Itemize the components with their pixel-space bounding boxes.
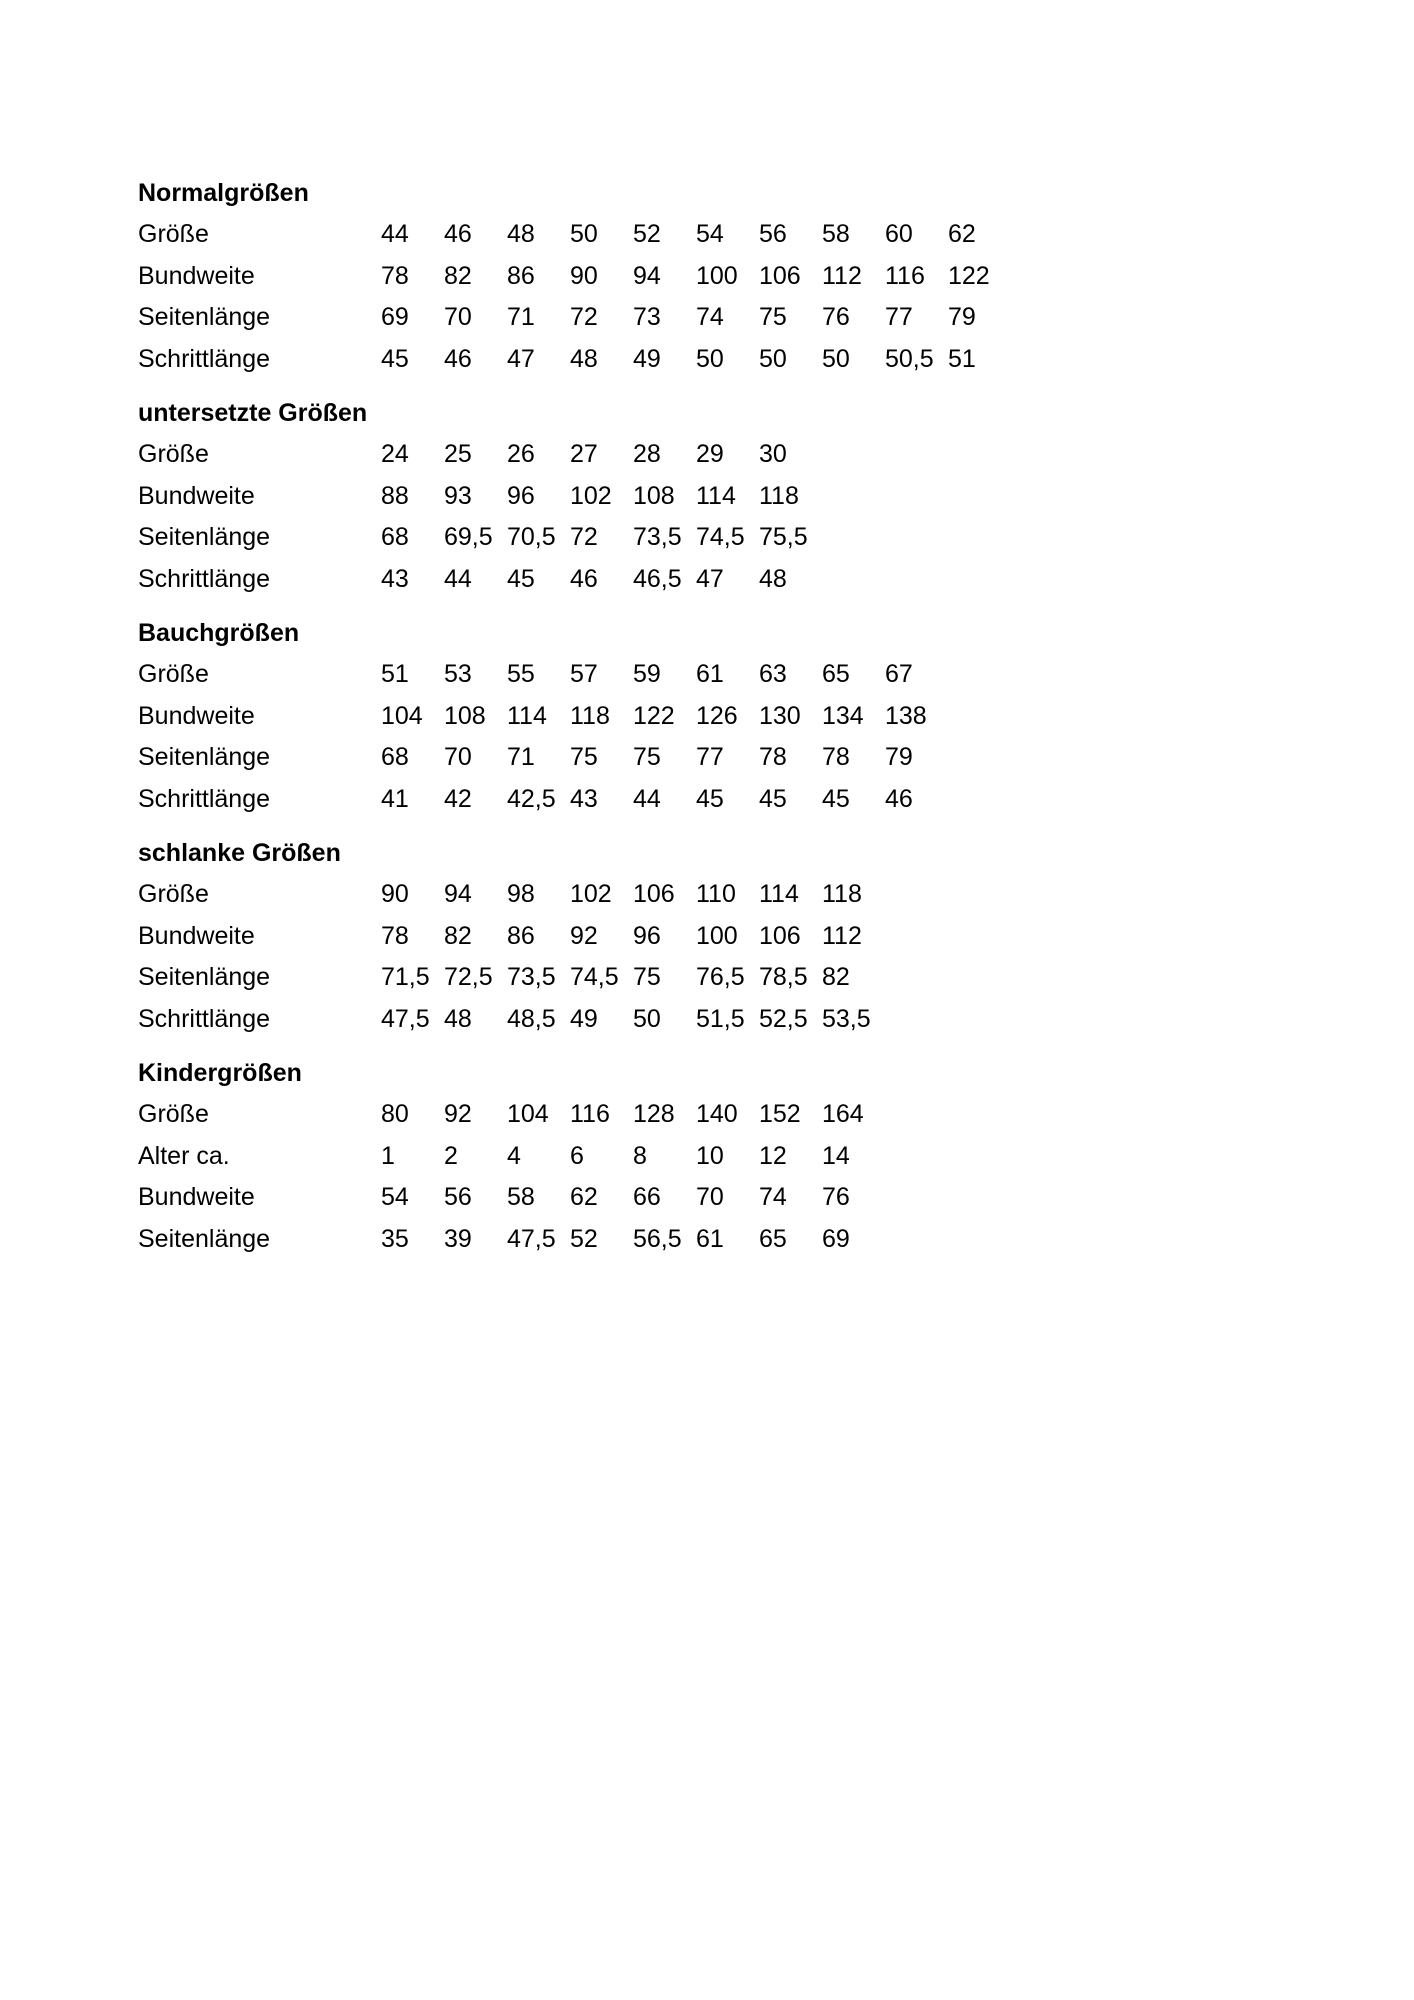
table-cell: 65 <box>822 660 850 688</box>
table-cell: 50,5 <box>885 344 934 373</box>
table-cell: 114 <box>696 481 736 510</box>
table-cell: 25 <box>444 440 472 468</box>
table-cell: 94 <box>633 261 661 290</box>
table-cell: 42,5 <box>507 784 556 813</box>
table-cell: 47 <box>507 344 535 373</box>
size-chart-document <box>138 172 1288 1260</box>
table-cell: 74,5 <box>570 963 619 991</box>
table-cell: 100 <box>696 261 738 290</box>
table-cell: 69 <box>822 1224 850 1253</box>
table-cell: 28 <box>633 440 661 468</box>
table-cell: 55 <box>507 660 535 688</box>
table-cell: 52,5 <box>759 1004 808 1033</box>
table-cell: 138 <box>885 701 927 730</box>
table-cell: 93 <box>444 481 472 510</box>
table-cell: 72,5 <box>444 963 493 991</box>
size-section <box>138 172 1288 380</box>
table-cell: 63 <box>759 660 787 688</box>
table-cell: 75 <box>759 303 787 331</box>
table-cell: 51,5 <box>696 1004 745 1033</box>
table-cell: 118 <box>570 701 610 730</box>
section-title: Bauchgrößen <box>138 619 300 647</box>
table-cell: 79 <box>948 303 976 331</box>
table-cell: 72 <box>570 303 598 331</box>
table-cell: 57 <box>570 660 598 688</box>
table-cell: 82 <box>444 261 472 290</box>
table-cell: 56,5 <box>633 1224 682 1253</box>
table-cell: 50 <box>570 220 598 248</box>
table-row <box>138 1219 1288 1261</box>
table-cell: 92 <box>444 1100 472 1128</box>
table-cell: 61 <box>696 1224 724 1253</box>
table-cell: 114 <box>759 880 799 908</box>
table-cell: 73 <box>633 303 661 331</box>
table-cell: 112 <box>822 261 862 290</box>
row-label: Seitenlänge <box>138 1224 271 1253</box>
table-cell: 48 <box>759 564 787 593</box>
table-cell: 48,5 <box>507 1004 556 1033</box>
table-cell: 53 <box>444 660 472 688</box>
table-cell: 54 <box>696 220 724 248</box>
table-cell: 78,5 <box>759 963 808 991</box>
table-row <box>138 999 1288 1041</box>
table-cell: 10 <box>696 1141 724 1170</box>
table-cell: 88 <box>381 481 409 510</box>
table-cell: 112 <box>822 921 862 950</box>
table-cell: 76 <box>822 303 850 331</box>
row-label: Seitenlänge <box>138 963 271 991</box>
table-cell: 106 <box>633 880 675 908</box>
table-cell: 39 <box>444 1224 472 1253</box>
table-cell: 73,5 <box>507 963 556 991</box>
table-cell: 46 <box>444 344 472 373</box>
table-row <box>138 517 1288 559</box>
table-cell: 140 <box>696 1100 738 1128</box>
row-label: Bundweite <box>138 261 255 290</box>
table-cell: 128 <box>633 1100 675 1128</box>
table-cell: 118 <box>822 880 862 908</box>
table-cell: 29 <box>696 440 724 468</box>
row-label: Größe <box>138 220 209 248</box>
table-cell: 67 <box>885 660 913 688</box>
table-cell: 102 <box>570 880 612 908</box>
table-row <box>138 434 1288 476</box>
row-label: Größe <box>138 440 209 468</box>
row-label: Schrittlänge <box>138 784 271 813</box>
table-cell: 122 <box>633 701 675 730</box>
table-cell: 130 <box>759 701 801 730</box>
table-cell: 126 <box>696 701 738 730</box>
table-cell: 69 <box>381 303 409 331</box>
table-cell: 108 <box>633 481 675 510</box>
table-cell: 104 <box>381 701 423 730</box>
table-row <box>138 957 1288 999</box>
table-cell: 50 <box>696 344 724 373</box>
section-title: schlanke Größen <box>138 839 341 867</box>
table-cell: 60 <box>885 220 913 248</box>
table-row <box>138 1136 1288 1178</box>
table-cell: 75,5 <box>759 523 808 551</box>
table-row <box>138 297 1288 339</box>
row-label: Alter ca. <box>138 1141 230 1170</box>
table-cell: 71,5 <box>381 963 430 991</box>
section-title: untersetzte Größen <box>138 399 368 427</box>
table-cell: 2 <box>444 1141 458 1170</box>
table-row <box>138 476 1288 518</box>
table-cell: 96 <box>507 481 535 510</box>
size-section <box>138 392 1288 600</box>
table-cell: 45 <box>381 344 409 373</box>
table-cell: 78 <box>381 261 409 290</box>
table-cell: 90 <box>570 261 598 290</box>
table-cell: 50 <box>633 1004 661 1033</box>
table-cell: 12 <box>759 1141 787 1170</box>
table-cell: 152 <box>759 1100 801 1128</box>
table-cell: 68 <box>381 523 409 551</box>
table-cell: 116 <box>570 1100 610 1128</box>
table-cell: 86 <box>507 261 535 290</box>
table-cell: 102 <box>570 481 612 510</box>
table-cell: 50 <box>759 344 787 373</box>
row-label: Größe <box>138 1100 209 1128</box>
table-row <box>138 779 1288 821</box>
table-cell: 59 <box>633 660 661 688</box>
table-cell: 44 <box>444 564 472 593</box>
table-cell: 58 <box>507 1183 535 1211</box>
table-row <box>138 916 1288 958</box>
row-label: Seitenlänge <box>138 303 271 331</box>
table-cell: 58 <box>822 220 850 248</box>
size-section <box>138 612 1288 820</box>
table-cell: 51 <box>381 660 409 688</box>
table-cell: 79 <box>885 743 913 771</box>
table-cell: 134 <box>822 701 864 730</box>
table-row <box>138 1094 1288 1136</box>
table-cell: 69,5 <box>444 523 493 551</box>
table-cell: 49 <box>633 344 661 373</box>
row-label: Seitenlänge <box>138 743 271 771</box>
table-cell: 48 <box>570 344 598 373</box>
table-cell: 8 <box>633 1141 647 1170</box>
table-cell: 43 <box>570 784 598 813</box>
table-cell: 56 <box>759 220 787 248</box>
table-cell: 24 <box>381 440 409 468</box>
table-cell: 106 <box>759 921 801 950</box>
table-cell: 72 <box>570 523 598 551</box>
table-cell: 46 <box>570 564 598 593</box>
table-cell: 77 <box>885 303 913 331</box>
table-cell: 45 <box>822 784 850 813</box>
table-cell: 46 <box>444 220 472 248</box>
table-cell: 90 <box>381 880 409 908</box>
table-cell: 48 <box>444 1004 472 1033</box>
table-cell: 122 <box>948 261 990 290</box>
table-cell: 100 <box>696 921 738 950</box>
table-cell: 106 <box>759 261 801 290</box>
table-cell: 44 <box>381 220 409 248</box>
table-cell: 75 <box>633 743 661 771</box>
table-cell: 42 <box>444 784 472 813</box>
section-title: Kindergrößen <box>138 1059 302 1087</box>
table-cell: 92 <box>570 921 598 950</box>
row-label: Schrittlänge <box>138 1004 271 1033</box>
table-cell: 35 <box>381 1224 409 1253</box>
size-section <box>138 1052 1288 1260</box>
table-cell: 53,5 <box>822 1004 871 1033</box>
row-label: Bundweite <box>138 1183 255 1211</box>
table-cell: 76 <box>822 1183 850 1211</box>
table-cell: 43 <box>381 564 409 593</box>
table-cell: 26 <box>507 440 535 468</box>
table-cell: 45 <box>696 784 724 813</box>
table-cell: 50 <box>822 344 850 373</box>
table-cell: 74 <box>696 303 724 331</box>
size-section <box>138 832 1288 1040</box>
table-cell: 74,5 <box>696 523 745 551</box>
table-cell: 75 <box>570 743 598 771</box>
table-cell: 27 <box>570 440 598 468</box>
table-cell: 47 <box>696 564 724 593</box>
table-cell: 114 <box>507 701 547 730</box>
table-cell: 70 <box>444 303 472 331</box>
table-cell: 74 <box>759 1183 787 1211</box>
table-cell: 1 <box>381 1141 395 1170</box>
table-row <box>138 737 1288 779</box>
table-cell: 78 <box>759 743 787 771</box>
row-label: Schrittlänge <box>138 564 271 593</box>
table-cell: 30 <box>759 440 787 468</box>
table-cell: 96 <box>633 921 661 950</box>
table-cell: 104 <box>507 1100 549 1128</box>
table-cell: 51 <box>948 344 976 373</box>
table-row <box>138 559 1288 601</box>
table-cell: 108 <box>444 701 486 730</box>
table-cell: 82 <box>822 963 850 991</box>
row-label: Schrittlänge <box>138 344 271 373</box>
row-label: Größe <box>138 880 209 908</box>
table-row <box>138 1177 1288 1219</box>
table-cell: 80 <box>381 1100 409 1128</box>
table-cell: 49 <box>570 1004 598 1033</box>
table-cell: 94 <box>444 880 472 908</box>
row-label: Größe <box>138 660 209 688</box>
table-cell: 56 <box>444 1183 472 1211</box>
table-cell: 71 <box>507 303 535 331</box>
table-cell: 77 <box>696 743 724 771</box>
table-cell: 61 <box>696 660 724 688</box>
table-cell: 78 <box>381 921 409 950</box>
table-row <box>138 339 1288 381</box>
table-cell: 75 <box>633 963 661 991</box>
table-cell: 82 <box>444 921 472 950</box>
table-cell: 54 <box>381 1183 409 1211</box>
table-cell: 110 <box>696 880 736 908</box>
row-label: Bundweite <box>138 921 255 950</box>
table-cell: 73,5 <box>633 523 682 551</box>
table-row <box>138 256 1288 298</box>
row-label: Bundweite <box>138 701 255 730</box>
table-cell: 70 <box>696 1183 724 1211</box>
table-cell: 62 <box>948 220 976 248</box>
table-cell: 45 <box>507 564 535 593</box>
table-cell: 48 <box>507 220 535 248</box>
table-cell: 118 <box>759 481 799 510</box>
table-cell: 116 <box>885 261 925 290</box>
table-cell: 46 <box>885 784 913 813</box>
table-row <box>138 874 1288 916</box>
table-cell: 62 <box>570 1183 598 1211</box>
table-cell: 47,5 <box>507 1224 556 1253</box>
table-row <box>138 654 1288 696</box>
table-cell: 71 <box>507 743 535 771</box>
row-label: Bundweite <box>138 481 255 510</box>
table-cell: 52 <box>633 220 661 248</box>
table-row <box>138 696 1288 738</box>
table-cell: 47,5 <box>381 1004 430 1033</box>
table-cell: 70 <box>444 743 472 771</box>
table-cell: 6 <box>570 1141 584 1170</box>
table-cell: 164 <box>822 1100 864 1128</box>
table-cell: 44 <box>633 784 661 813</box>
table-cell: 98 <box>507 880 535 908</box>
table-cell: 45 <box>759 784 787 813</box>
table-cell: 52 <box>570 1224 598 1253</box>
section-title: Normalgrößen <box>138 179 309 207</box>
table-row <box>138 214 1288 256</box>
table-cell: 86 <box>507 921 535 950</box>
table-cell: 78 <box>822 743 850 771</box>
table-cell: 68 <box>381 743 409 771</box>
table-cell: 41 <box>381 784 409 813</box>
table-cell: 65 <box>759 1224 787 1253</box>
table-cell: 4 <box>507 1141 521 1170</box>
table-cell: 46,5 <box>633 564 682 593</box>
table-cell: 76,5 <box>696 963 745 991</box>
table-cell: 70,5 <box>507 523 556 551</box>
row-label: Seitenlänge <box>138 523 271 551</box>
table-cell: 66 <box>633 1183 661 1211</box>
table-cell: 14 <box>822 1141 850 1170</box>
